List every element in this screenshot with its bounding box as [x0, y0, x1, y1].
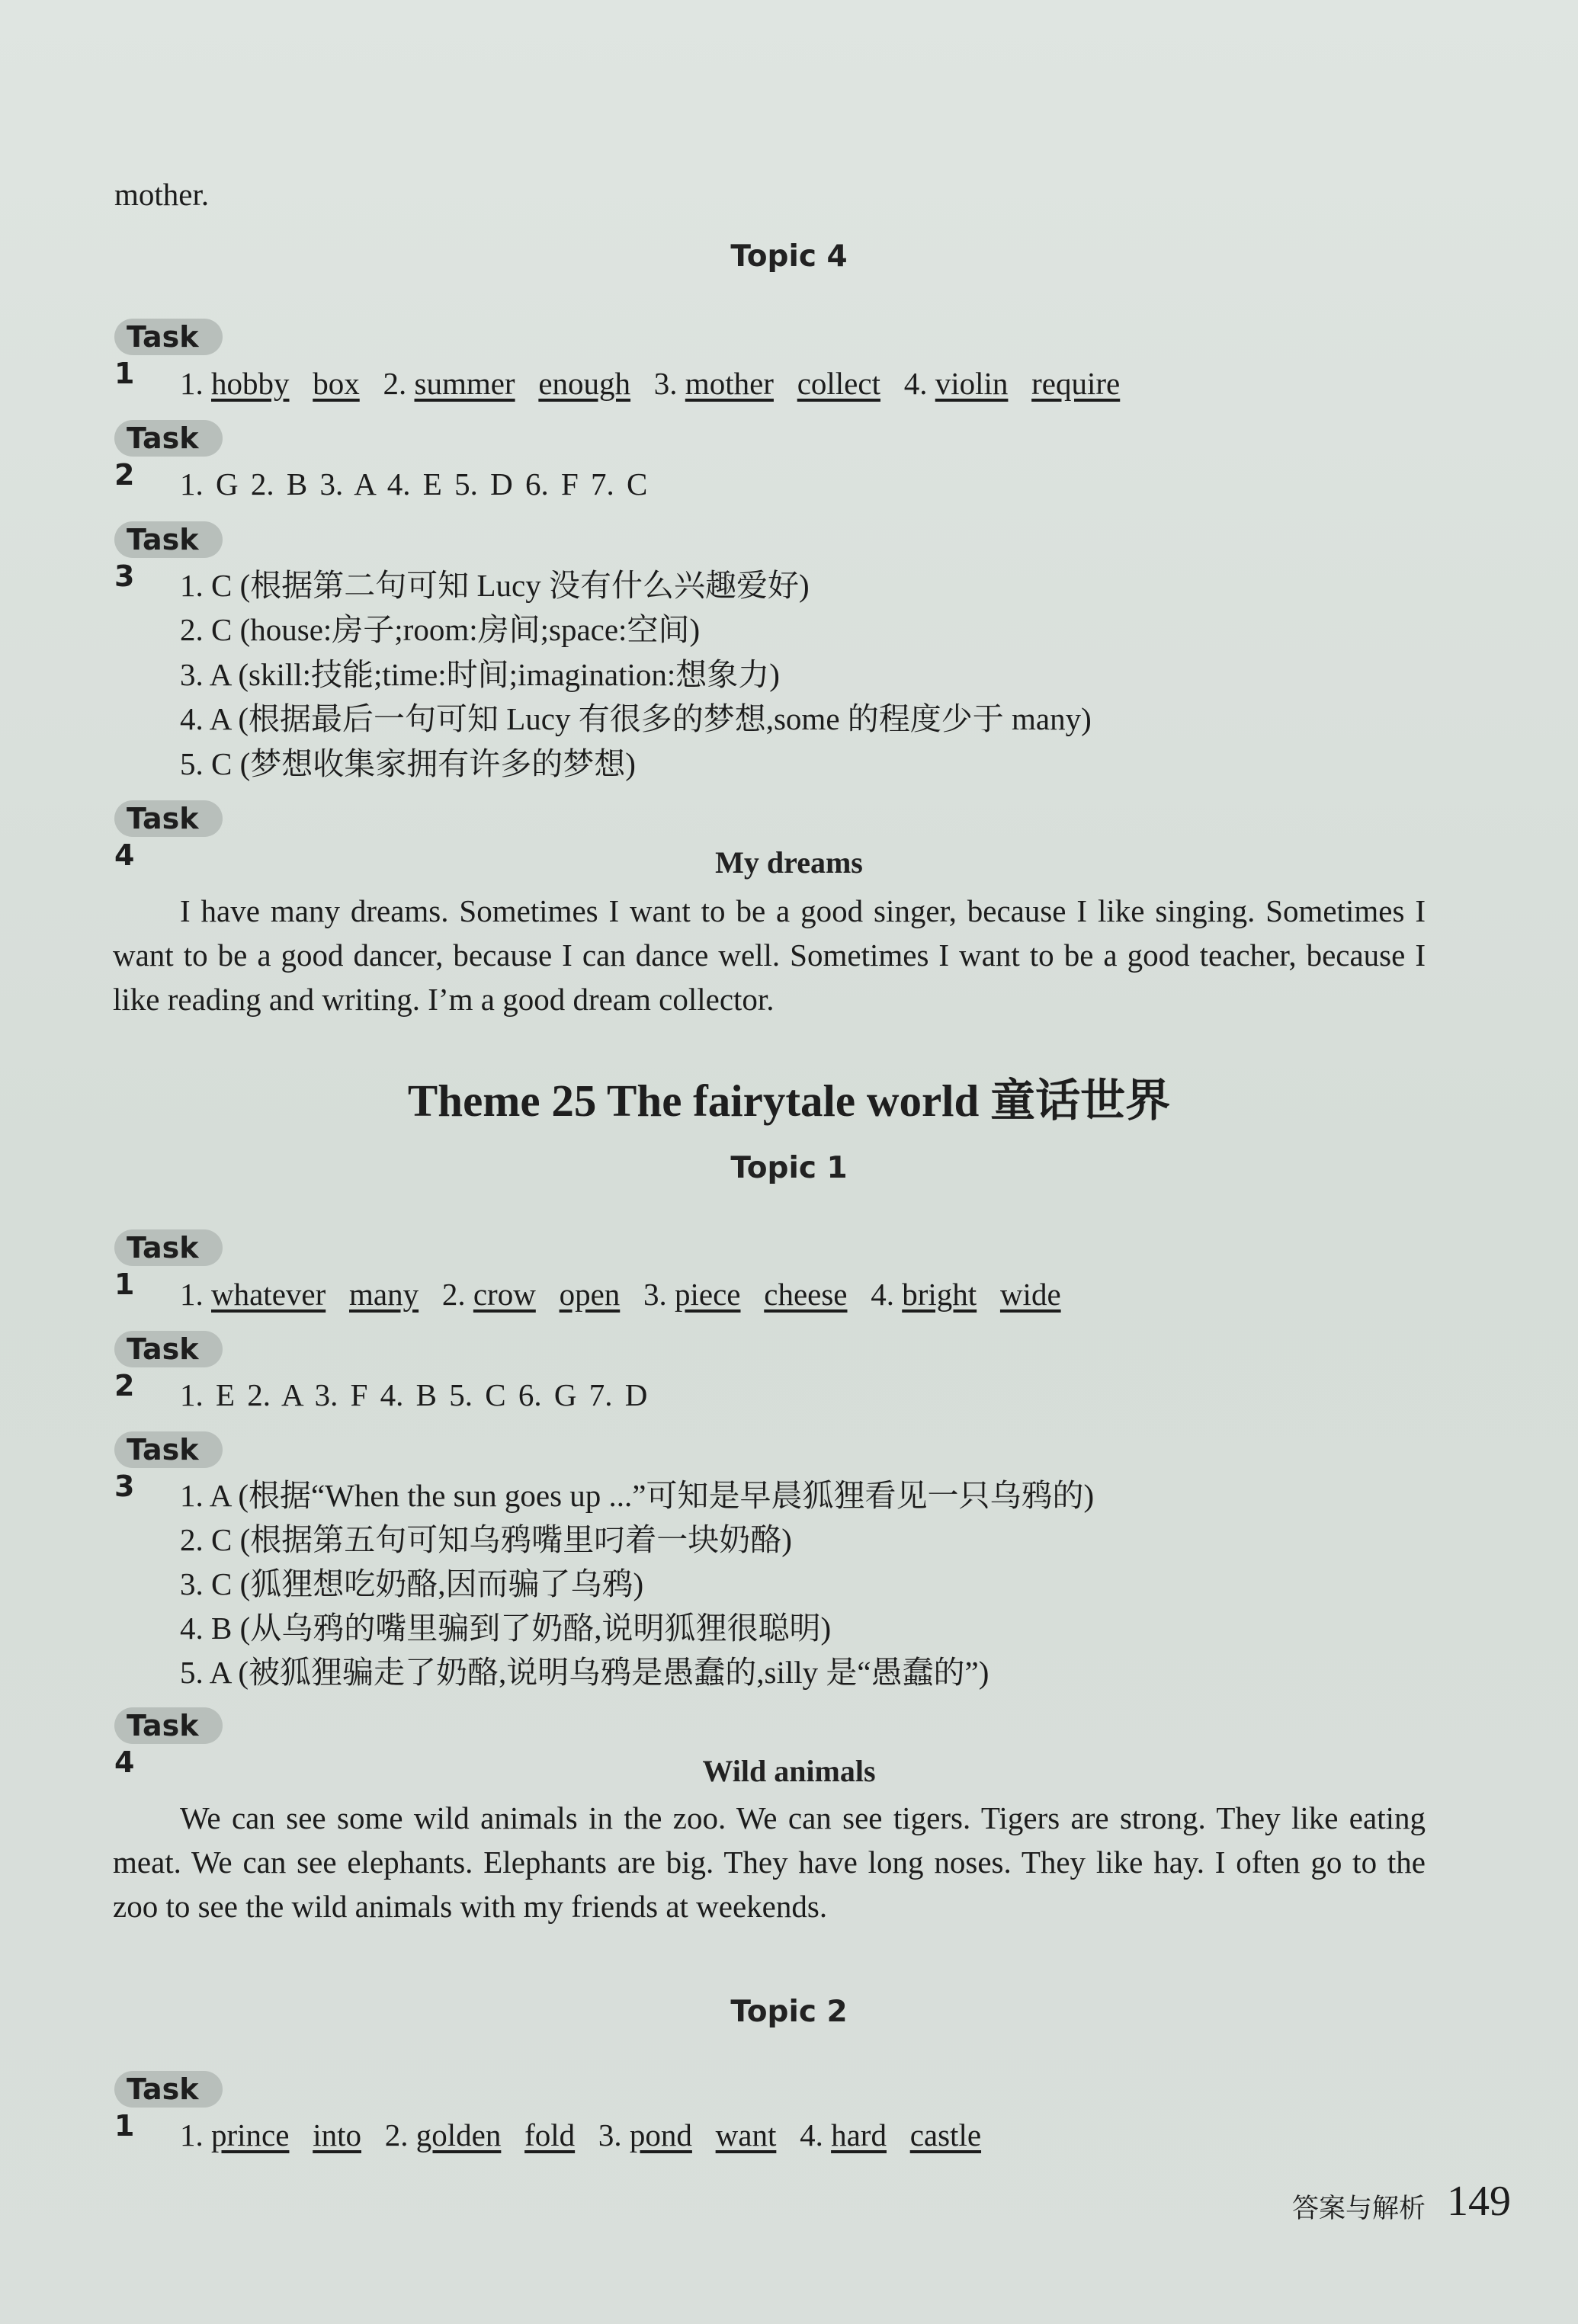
page-number: 149: [1447, 2178, 1511, 2225]
essay-title: My dreams: [715, 845, 863, 880]
task-label: Task 1: [114, 1229, 223, 1266]
task3-item: 3. A (skill:技能;time:时间;imagination:想象力): [180, 657, 780, 692]
task-label: Task 2: [114, 420, 223, 457]
task-label: Task 1: [114, 2071, 223, 2108]
essay-text: I have many dreams. Sometimes I want to be a good singer, because I like singing. Sometimes I want to be a good dancer, because I can dance well. Sometimes I want to be a good teacher, because I like reading and writing. I’m a good dream collector.: [113, 893, 1426, 1017]
task-label: Task 1: [114, 319, 223, 355]
task2-answers: 1. G 2. B 3. A 4. E 5. D 6. F 7. C: [180, 466, 648, 502]
task2-answers: 1. E 2. A 3. F 4. B 5. C 6. G 7. D: [180, 1377, 648, 1412]
footer-label: 答案与解析: [1291, 2194, 1426, 2224]
task3-item: 1. C (根据第二句可知 Lucy 没有什么兴趣爱好): [180, 568, 810, 603]
task-label: Task 2: [114, 1331, 223, 1367]
task3-item: 2. C (根据第五句可知乌鸦嘴里叼着一块奶酪): [180, 1522, 792, 1557]
essay-text: We can see some wild animals in the zoo. We can see tigers. Tigers are strong. They like eating meat. We can see elephants. Elephants are big. They have long noses. They like hay. I often go to the zoo to see the wild animals with my friends at weekends.: [113, 1800, 1426, 1924]
task3-item: 4. A (根据最后一句可知 Lucy 有很多的梦想,some 的程度少于 many): [180, 701, 1092, 736]
task3-item: 1. A (根据“When the sun goes up ...”可知是早晨狐狸看见一只乌鸦的): [180, 1478, 1095, 1513]
theme-heading: Theme 25 The fairytale world 童话世界: [407, 1075, 1171, 1126]
topic-heading: Topic 1: [730, 1151, 848, 1185]
task-label: Task 4: [114, 800, 223, 837]
task-label: Task 3: [114, 1431, 223, 1468]
topic-heading: Topic 2: [730, 1995, 848, 2029]
task3-item: 2. C (house:房子;room:房间;space:空间): [180, 612, 701, 647]
continued-text: mother.: [114, 177, 210, 212]
task1-answers: 1. prince into 2. golden fold 3. pond want 4. hard castle: [180, 2117, 982, 2153]
task1-answers: 1. hobby box 2. summer enough 3. mother collect 4. violin require: [180, 366, 1121, 401]
task-label: Task 4: [114, 1707, 223, 1744]
topic-heading: Topic 4: [730, 239, 848, 274]
essay-title: Wild animals: [702, 1754, 876, 1788]
task3-item: 5. C (梦想收集家拥有许多的梦想): [180, 746, 636, 781]
task1-answers: 1. whatever many 2. crow open 3. piece cheese 4. bright wide: [180, 1277, 1061, 1312]
task-label: Task 3: [114, 521, 223, 558]
task3-item: 3. C (狐狸想吃奶酪,因而骗了乌鸦): [180, 1566, 644, 1601]
task3-item: 4. B (从乌鸦的嘴里骗到了奶酪,说明狐狸很聪明): [180, 1611, 832, 1646]
task3-item: 5. A (被狐狸骗走了奶酪,说明乌鸦是愚蠢的,silly 是“愚蠢的”): [180, 1655, 989, 1690]
